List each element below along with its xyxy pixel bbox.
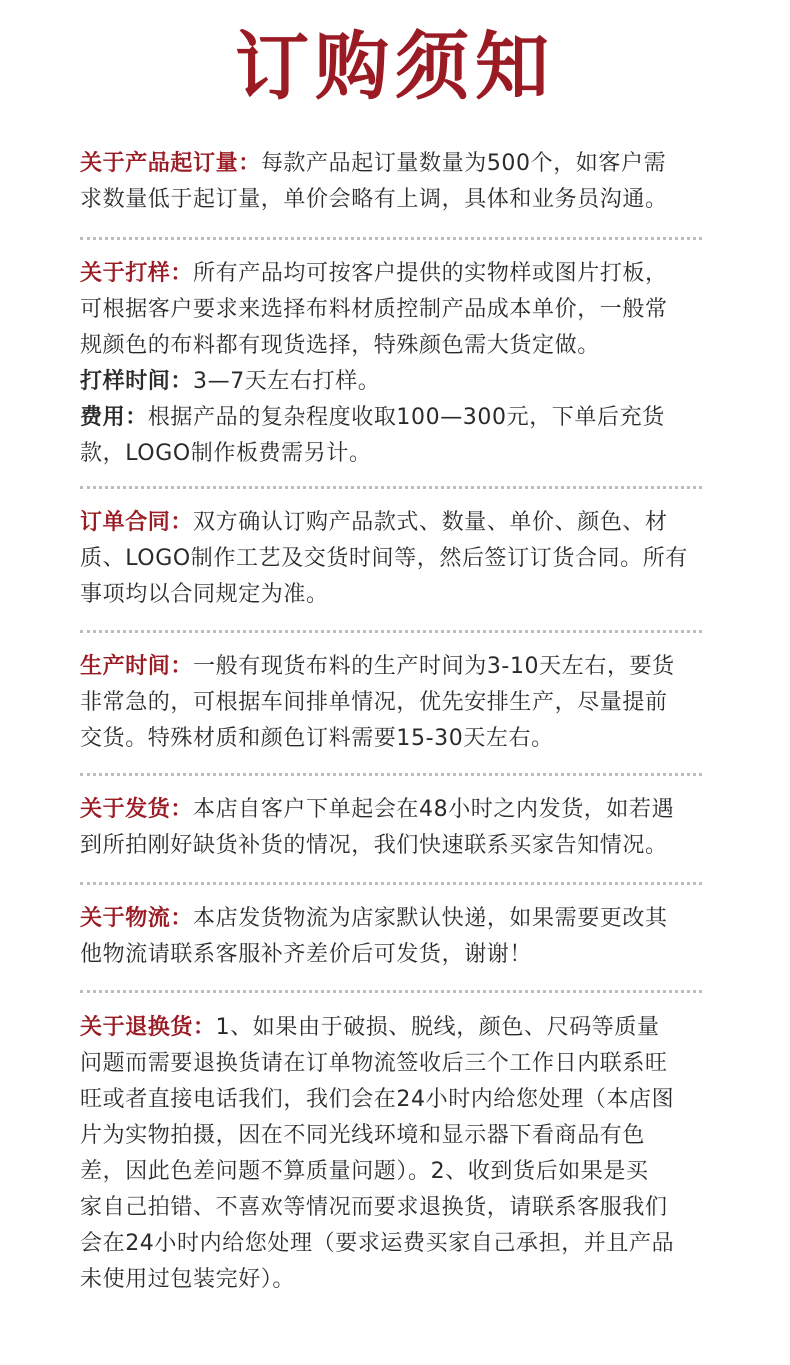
section-line: 求数量低于起订量，单价会略有上调，具体和业务员沟通。 (80, 187, 668, 212)
section-line (80, 792, 720, 828)
sub-label-fee: 费用： (80, 405, 148, 430)
section-line: 家自己拍错、不喜欢等情况而要求退换货，请联系客服我们 (80, 1195, 668, 1220)
section-line (80, 1010, 720, 1046)
section-line: 非常急的，可根据车间排单情况，优先安排生产，尽量提前 (80, 690, 668, 715)
section-line (80, 901, 720, 937)
section-line: 事项均以合同规定为准。 (80, 582, 329, 607)
section-line: 交货。特殊材质和颜色订料需要15-30天左右。 (80, 726, 554, 751)
section-label-contract: 订单合同： (80, 510, 194, 535)
section-line: 片为实物拍摄，因在不同光线环境和显示器下看商品有色 (80, 1123, 646, 1148)
section-line: 规颜色的布料都有现货选择，特殊颜色需大货定做。 (80, 333, 600, 358)
section-line (80, 364, 720, 400)
section-line: 问题而需要退换货请在订单物流签收后三个工作日内联系旺 (80, 1051, 668, 1076)
section-production-time (80, 649, 720, 757)
section-text: 所有产品均可按客户提供的实物样或图片打板， (193, 261, 668, 286)
section-line: 会在24小时内给您处理（要求运费买家自己承担，并且产品 (80, 1231, 675, 1256)
section-label-production-time: 生产时间： (80, 654, 194, 679)
section-text: 双方确认订购产品款式、数量、单价、颜色、材 (193, 510, 668, 535)
section-label-shipping: 关于发货： (80, 797, 194, 822)
section-line (80, 400, 720, 436)
section-text: 3—7天左右打样。 (193, 369, 381, 394)
section-text: 本店自客户下单起会在48小时之内发货，如若遇 (193, 797, 675, 822)
section-text: 一般有现货布料的生产时间为3-10天左右，要货 (193, 654, 675, 679)
page-title: 订购须知 (235, 24, 555, 110)
sub-label-sampling-time: 打样时间： (80, 369, 194, 394)
dotted-divider (80, 237, 702, 240)
dotted-divider (80, 773, 702, 776)
section-returns (80, 1010, 720, 1298)
section-text: 每款产品起订量数量为500个，如客户需 (260, 151, 667, 176)
section-line: 未使用过包装完好）。 (80, 1267, 296, 1292)
section-line: 差，因此色差问题不算质量问题）。2、收到货后如果是买 (80, 1159, 649, 1184)
section-sampling (80, 256, 720, 472)
section-line: 到所拍刚好缺货补货的情况，我们快速联系买家告知情况。 (80, 833, 668, 858)
section-line: 可根据客户要求来选择布料材质控制产品成本单价，一般常 (80, 297, 668, 322)
section-label-sampling: 关于打样： (80, 261, 194, 286)
section-text: 1、如果由于破损、脱线，颜色、尺码等质量 (215, 1015, 660, 1040)
section-contract (80, 505, 720, 613)
section-line (80, 256, 720, 292)
dotted-divider (80, 630, 702, 633)
section-line: 旺或者直接电话我们，我们会在24小时内给您处理（本店图 (80, 1087, 675, 1112)
dotted-divider (80, 882, 702, 885)
section-shipping (80, 792, 720, 864)
dotted-divider (80, 486, 702, 489)
section-line: 款，LOGO制作板费需另计。 (80, 441, 372, 466)
section-line (80, 649, 720, 685)
section-text: 根据产品的复杂程度收取100—300元，下单后充货 (147, 405, 665, 430)
section-label-moq: 关于产品起订量： (80, 151, 261, 176)
section-label-returns: 关于退换货： (80, 1015, 216, 1040)
section-line: 质、LOGO制作工艺及交货时间等，然后签订订货合同。所有 (80, 546, 688, 571)
section-moq (80, 146, 720, 218)
section-line (80, 505, 720, 541)
section-line: 他物流请联系客服补齐差价后可发货，谢谢！ (80, 942, 533, 967)
dotted-divider (80, 990, 702, 993)
section-label-logistics: 关于物流： (80, 906, 194, 931)
section-text: 本店发货物流为店家默认快递，如果需要更改其 (193, 906, 668, 931)
section-line (80, 146, 720, 182)
section-logistics (80, 901, 720, 973)
